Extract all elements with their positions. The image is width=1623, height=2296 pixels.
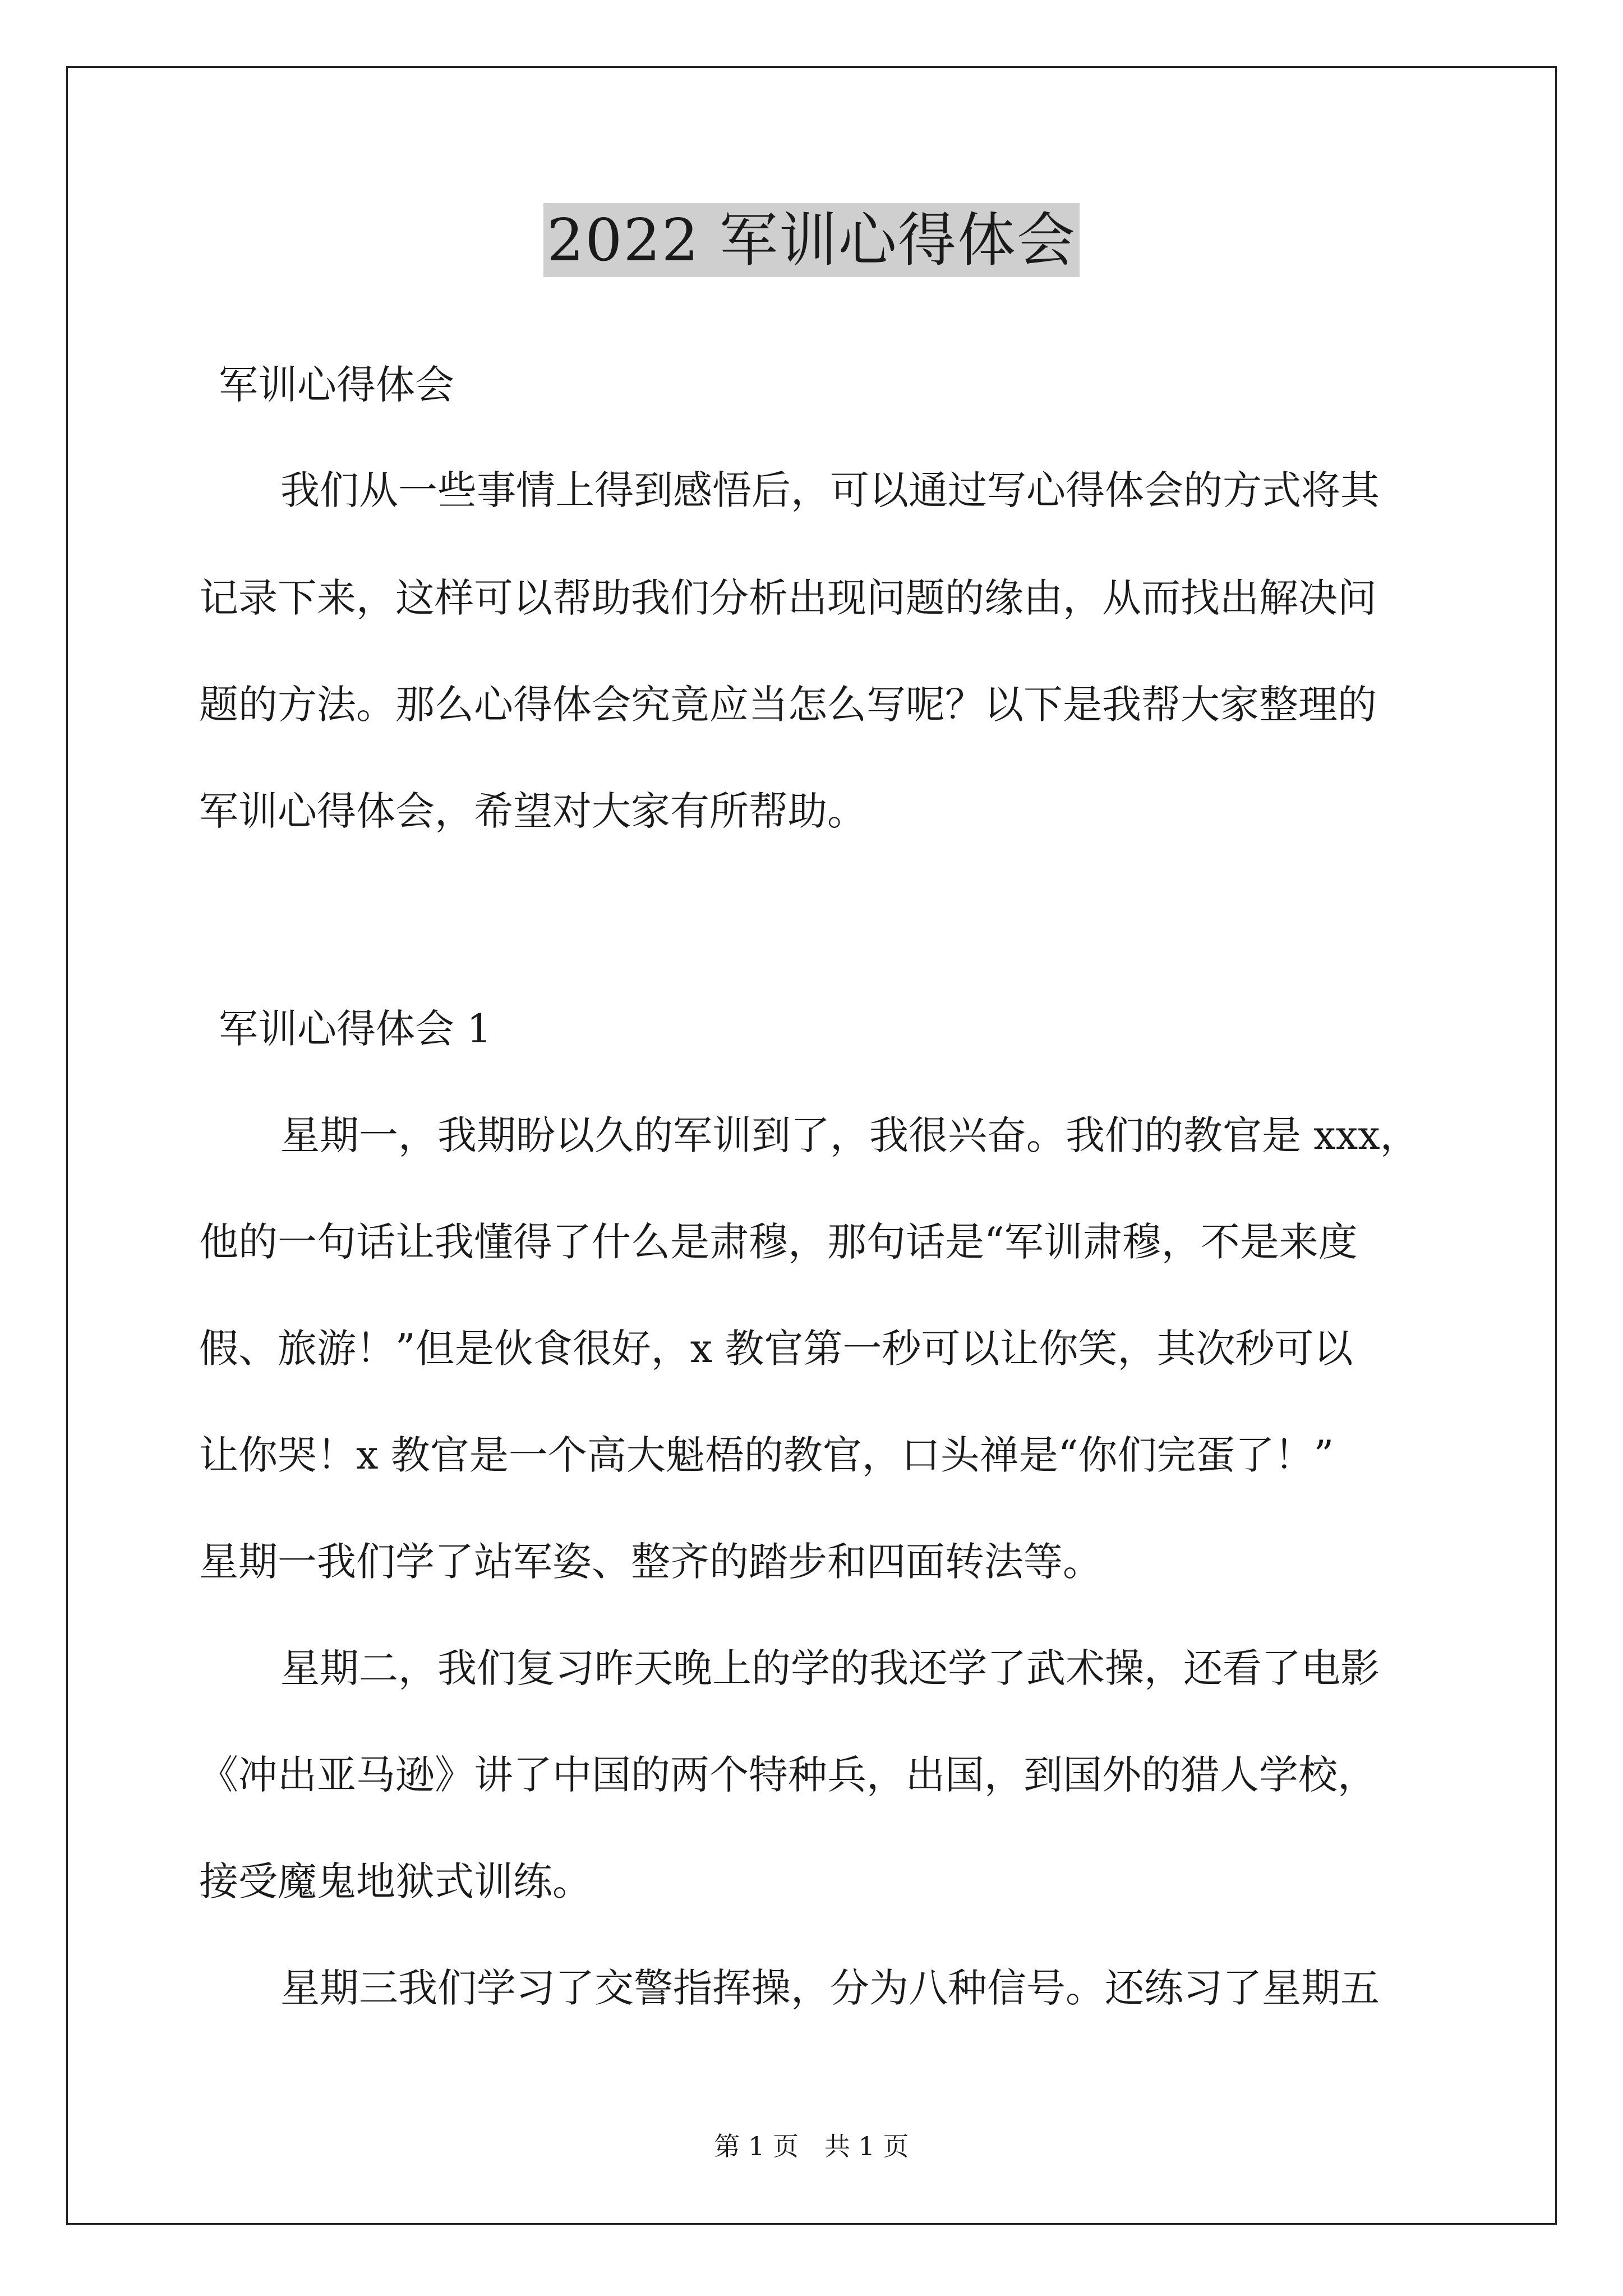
para1-line-5: 星期一我们学了站军姿、整齐的踏步和四面转法等。: [199, 1539, 1102, 1585]
page-footer: 第 1 页 共 1 页: [714, 2131, 909, 2161]
para2-line-1: 星期二，我们复习昨天晚上的学的我还学了武术操，还看了电影: [280, 1645, 1380, 1691]
intro-line-2: 记录下来，这样可以帮助我们分析出现问题的缘由，从而找出解决问: [199, 575, 1377, 621]
intro-line-4: 军训心得体会，希望对大家有所帮助。: [199, 788, 866, 834]
para2-line-3: 接受魔鬼地狱式训练。: [199, 1858, 592, 1904]
intro-line-3: 题的方法。那么心得体会究竟应当怎么写呢？以下是我帮大家整理的: [199, 682, 1377, 728]
para1-line-2: 他的一句话让我懂得了什么是肃穆，那句话是“军训肃穆，不是来度: [199, 1219, 1358, 1265]
para1-line-4: 让你哭！x 教官是一个高大魁梧的教官，口头禅是“你们完蛋了！”: [199, 1432, 1334, 1478]
section-heading-2: 军训心得体会 1: [219, 1006, 492, 1052]
intro-line-1: 我们从一些事情上得到感悟后，可以通过写心得体会的方式将其: [280, 467, 1380, 513]
section-heading-1: 军训心得体会: [219, 362, 454, 408]
para2-line-2: 《冲出亚马逊》讲了中国的两个特种兵，出国，到国外的猎人学校，: [199, 1752, 1377, 1798]
para1-line-1: 星期一，我期盼以久的军训到了，我很兴奋。我们的教官是 xxx，: [280, 1112, 1419, 1158]
document-title: 2022 军训心得体会: [543, 203, 1080, 277]
para3-line-1: 星期三我们学习了交警指挥操，分为八种信号。还练习了星期五: [280, 1965, 1380, 2011]
para1-line-3: 假、旅游！”但是伙食很好，x 教官第一秒可以让你笑，其次秒可以: [199, 1326, 1353, 1372]
title-container: [0, 203, 1623, 277]
